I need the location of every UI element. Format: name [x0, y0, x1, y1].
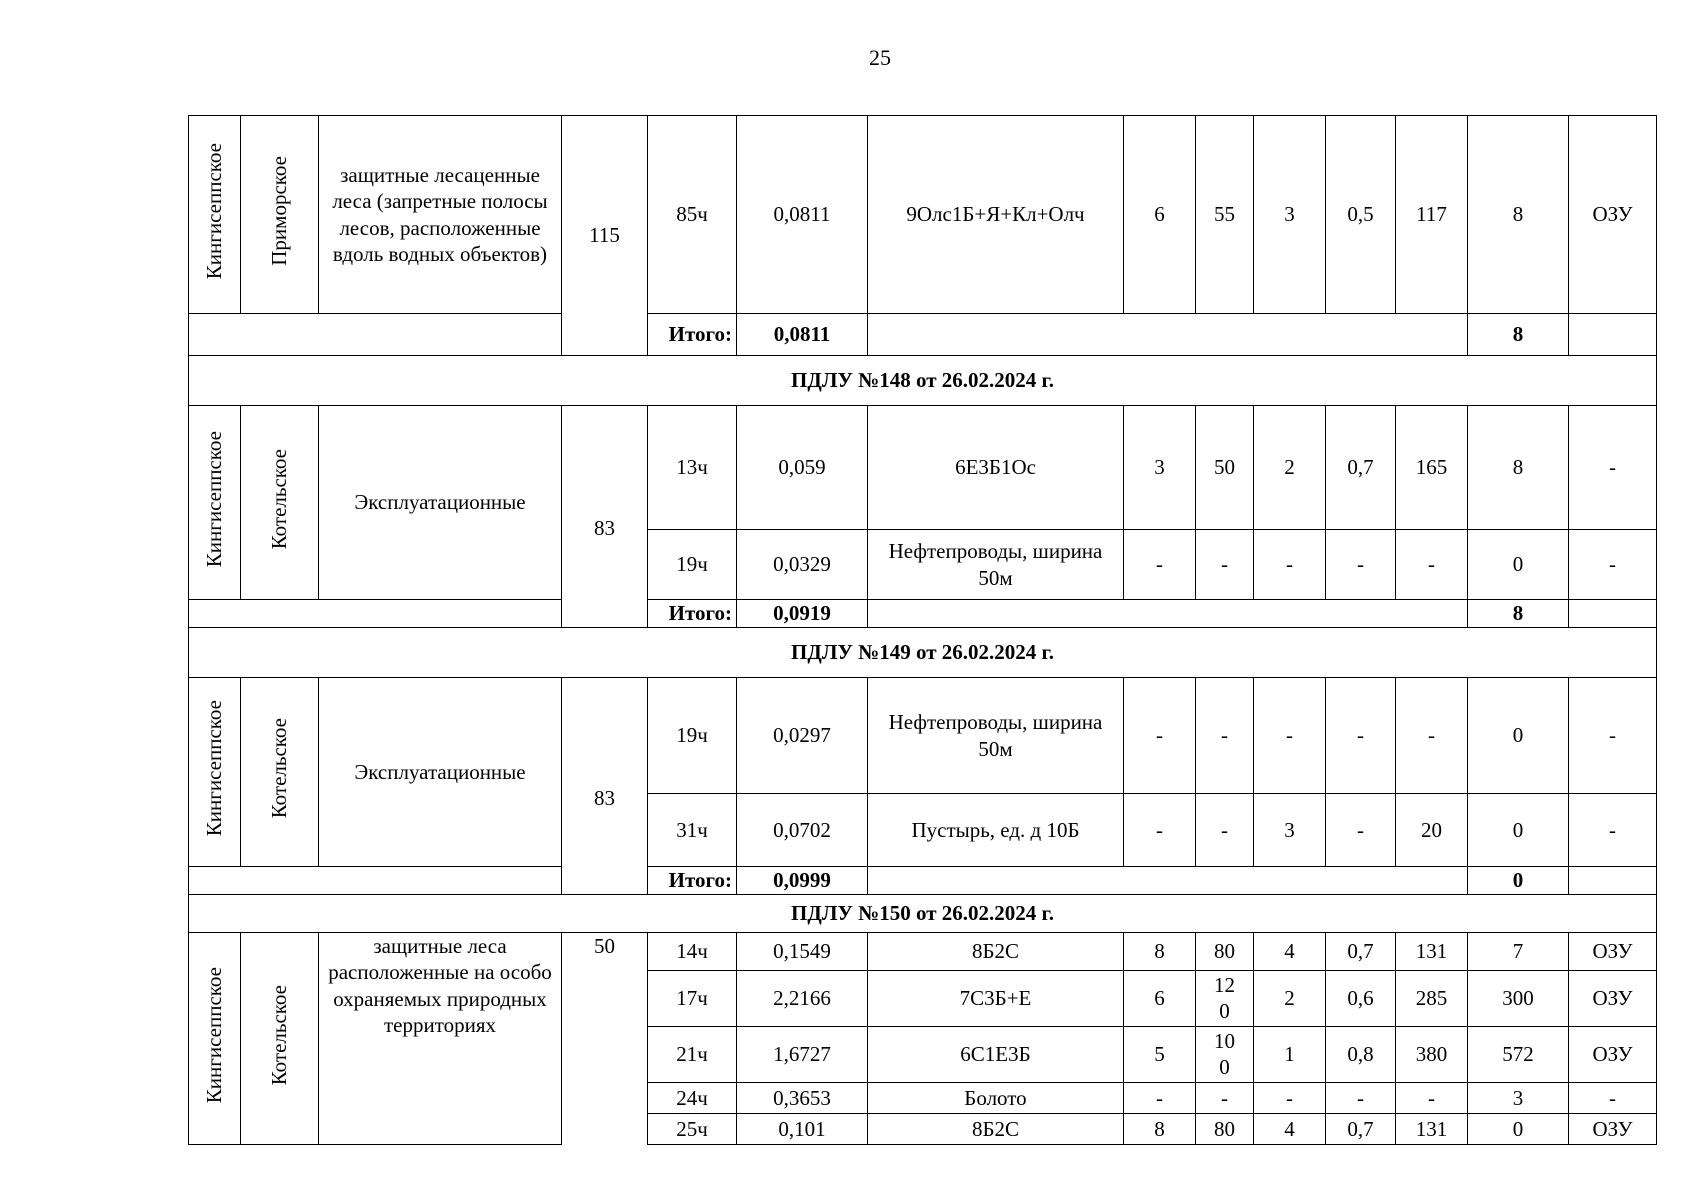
density-cell: -: [1326, 1083, 1396, 1114]
stock-total-cell: 7: [1468, 933, 1569, 971]
stock-total-cell: 8: [1468, 116, 1569, 314]
forestry-name: Котельское: [267, 718, 292, 819]
stock-per-ha-cell: 165: [1396, 406, 1468, 530]
note-cell: ОЗУ: [1569, 1027, 1657, 1083]
district-name: Кингисеппское: [202, 142, 227, 280]
table-row: [189, 678, 1657, 794]
total-gap: [868, 600, 1468, 628]
composition-cell: Пустырь, ед. д 10Б: [868, 794, 1124, 867]
plot-cell: 85ч: [648, 116, 737, 314]
total-row: [189, 867, 1657, 895]
stock-per-ha-cell: 20: [1396, 794, 1468, 867]
category-cell: Эксплуатационные: [319, 678, 562, 867]
bonitet-cell: 3: [1254, 116, 1326, 314]
plot-cell: 14ч: [648, 933, 737, 971]
forestry-cell: [241, 678, 319, 867]
total-stock: 8: [1468, 314, 1569, 356]
stock-total-cell: 572: [1468, 1027, 1569, 1083]
density-cell: -: [1326, 530, 1396, 600]
category-cell: защитные лесаценные леса (запретные полосы лесов, расположенные вдоль водных объектов): [319, 116, 562, 314]
age-cell: 55: [1196, 116, 1254, 314]
stock-total-cell: 0: [1468, 1114, 1569, 1145]
table-row: [189, 933, 1657, 971]
total-note-empty: [1569, 600, 1657, 628]
age-cell: -: [1196, 530, 1254, 600]
forestry-cell: [241, 116, 319, 314]
table-row: [189, 406, 1657, 530]
area-cell: 0,0811: [737, 116, 868, 314]
stock-total-cell: 300: [1468, 971, 1569, 1027]
total-gap: [868, 314, 1468, 356]
plot-cell: 17ч: [648, 971, 737, 1027]
age-class-cell: 5: [1124, 1027, 1196, 1083]
quarter-cell: 115: [562, 116, 648, 356]
density-cell: 0,6: [1326, 971, 1396, 1027]
age-class-cell: -: [1124, 794, 1196, 867]
stock-total-cell: 3: [1468, 1083, 1569, 1114]
bonitet-cell: -: [1254, 1083, 1326, 1114]
forestry-cell: [241, 933, 319, 1145]
plot-cell: 25ч: [648, 1114, 737, 1145]
total-stock: 8: [1468, 600, 1569, 628]
total-row: [189, 600, 1657, 628]
area-cell: 0,0702: [737, 794, 868, 867]
stock-per-ha-cell: 285: [1396, 971, 1468, 1027]
forestry-name: Приморское: [267, 156, 292, 266]
category-cell: Эксплуатационные: [319, 406, 562, 600]
section-title-row: [189, 628, 1657, 678]
district-cell: [189, 116, 241, 314]
total-stock: 0: [1468, 867, 1569, 895]
density-cell: 0,7: [1326, 1114, 1396, 1145]
quarter-cell: 83: [562, 678, 648, 895]
age-cell: 50: [1196, 406, 1254, 530]
age-class-cell: 8: [1124, 933, 1196, 971]
age-cell: 80: [1196, 1114, 1254, 1145]
stock-total-cell: 8: [1468, 406, 1569, 530]
age-class-cell: 8: [1124, 1114, 1196, 1145]
plot-cell: 19ч: [648, 678, 737, 794]
bonitet-cell: 4: [1254, 1114, 1326, 1145]
quarter-cell: 83: [562, 406, 648, 628]
plot-cell: 31ч: [648, 794, 737, 867]
note-cell: ОЗУ: [1569, 971, 1657, 1027]
age-class-cell: 3: [1124, 406, 1196, 530]
total-label: Итого:: [648, 600, 737, 628]
stock-total-cell: 0: [1468, 530, 1569, 600]
bonitet-cell: 2: [1254, 406, 1326, 530]
age-class-cell: -: [1124, 1083, 1196, 1114]
section-title-row: [189, 895, 1657, 933]
age-cell: 80: [1196, 933, 1254, 971]
area-cell: 2,2166: [737, 971, 868, 1027]
area-cell: 0,1549: [737, 933, 868, 971]
density-cell: 0,8: [1326, 1027, 1396, 1083]
district-name: Кингисеппское: [202, 430, 227, 568]
bonitet-cell: 3: [1254, 794, 1326, 867]
note-cell: ОЗУ: [1569, 1114, 1657, 1145]
district-name: Кингисеппское: [202, 966, 227, 1104]
area-cell: 0,059: [737, 406, 868, 530]
bonitet-cell: -: [1254, 678, 1326, 794]
density-cell: -: [1326, 794, 1396, 867]
composition-cell: Нефтепроводы, ширина 50м: [868, 678, 1124, 794]
composition-cell: 8Б2С: [868, 933, 1124, 971]
note-cell: -: [1569, 794, 1657, 867]
forestry-name: Котельское: [267, 984, 292, 1086]
stock-per-ha-cell: 380: [1396, 1027, 1468, 1083]
district-cell: [189, 406, 241, 600]
stock-total-cell: 0: [1468, 794, 1569, 867]
note-cell: -: [1569, 678, 1657, 794]
stock-per-ha-cell: 131: [1396, 1114, 1468, 1145]
total-area: 0,0919: [737, 600, 868, 628]
plot-cell: 24ч: [648, 1083, 737, 1114]
note-cell: -: [1569, 406, 1657, 530]
stock-per-ha-cell: -: [1396, 678, 1468, 794]
stock-per-ha-cell: 131: [1396, 933, 1468, 971]
age-cell: 100: [1196, 1027, 1254, 1083]
table-body: [189, 116, 1657, 1145]
age-cell: -: [1196, 794, 1254, 867]
composition-cell: 9Олс1Б+Я+Кл+Олч: [868, 116, 1124, 314]
density-cell: 0,7: [1326, 933, 1396, 971]
area-cell: 0,0297: [737, 678, 868, 794]
district-cell: [189, 933, 241, 1145]
note-cell: ОЗУ: [1569, 933, 1657, 971]
district-cell: [189, 678, 241, 867]
age-cell: -: [1196, 1083, 1254, 1114]
composition-cell: Болото: [868, 1083, 1124, 1114]
section-title: ПДЛУ №149 от 26.02.2024 г.: [189, 628, 1657, 678]
composition-cell: 6Е3Б1Ос: [868, 406, 1124, 530]
density-cell: -: [1326, 678, 1396, 794]
total-label: Итого:: [189, 314, 737, 356]
forestry-name: Котельское: [267, 448, 292, 550]
category-cell: защитные леса расположенные на особо охраняемых природных территориях: [319, 933, 562, 1145]
area-cell: 1,6727: [737, 1027, 868, 1083]
bonitet-cell: 2: [1254, 971, 1326, 1027]
district-name: Кингисеппское: [202, 700, 227, 837]
note-cell: ОЗУ: [1569, 116, 1657, 314]
stock-per-ha-cell: -: [1396, 1083, 1468, 1114]
total-note-empty: [1569, 314, 1657, 356]
total-spacer: [189, 600, 562, 628]
section-title: ПДЛУ №150 от 26.02.2024 г.: [189, 895, 1657, 933]
quarter-cell: 50: [562, 933, 648, 1145]
age-class-cell: 6: [1124, 116, 1196, 314]
total-row: [189, 314, 1657, 356]
bonitet-cell: -: [1254, 530, 1326, 600]
area-cell: 0,3653: [737, 1083, 868, 1114]
composition-cell: 8Б2С: [868, 1114, 1124, 1145]
age-cell: -: [1196, 678, 1254, 794]
plot-cell: 19ч: [648, 530, 737, 600]
forest-plots-table: [188, 115, 1657, 1145]
age-class-cell: -: [1124, 678, 1196, 794]
forestry-cell: [241, 406, 319, 600]
composition-cell: 7С3Б+Е: [868, 971, 1124, 1027]
stock-per-ha-cell: 117: [1396, 116, 1468, 314]
total-spacer: [189, 867, 562, 895]
total-note-empty: [1569, 867, 1657, 895]
plot-cell: 13ч: [648, 406, 737, 530]
stock-per-ha-cell: -: [1396, 530, 1468, 600]
area-cell: 0,0329: [737, 530, 868, 600]
density-cell: 0,5: [1326, 116, 1396, 314]
section-title: ПДЛУ №148 от 26.02.2024 г.: [189, 356, 1657, 406]
age-class-cell: -: [1124, 530, 1196, 600]
note-cell: -: [1569, 530, 1657, 600]
composition-cell: 6С1Е3Б: [868, 1027, 1124, 1083]
total-area: 0,0811: [737, 314, 868, 356]
age-class-cell: 6: [1124, 971, 1196, 1027]
total-gap: [868, 867, 1468, 895]
page-number: 25: [869, 45, 891, 70]
bonitet-cell: 4: [1254, 933, 1326, 971]
total-area: 0,0999: [737, 867, 868, 895]
bonitet-cell: 1: [1254, 1027, 1326, 1083]
plot-cell: 21ч: [648, 1027, 737, 1083]
note-cell: -: [1569, 1083, 1657, 1114]
composition-cell: Нефтепроводы, ширина 50м: [868, 530, 1124, 600]
area-cell: 0,101: [737, 1114, 868, 1145]
table-row: [189, 116, 1657, 314]
density-cell: 0,7: [1326, 406, 1396, 530]
age-cell: 120: [1196, 971, 1254, 1027]
total-label: Итого:: [648, 867, 737, 895]
stock-total-cell: 0: [1468, 678, 1569, 794]
section-title-row: [189, 356, 1657, 406]
